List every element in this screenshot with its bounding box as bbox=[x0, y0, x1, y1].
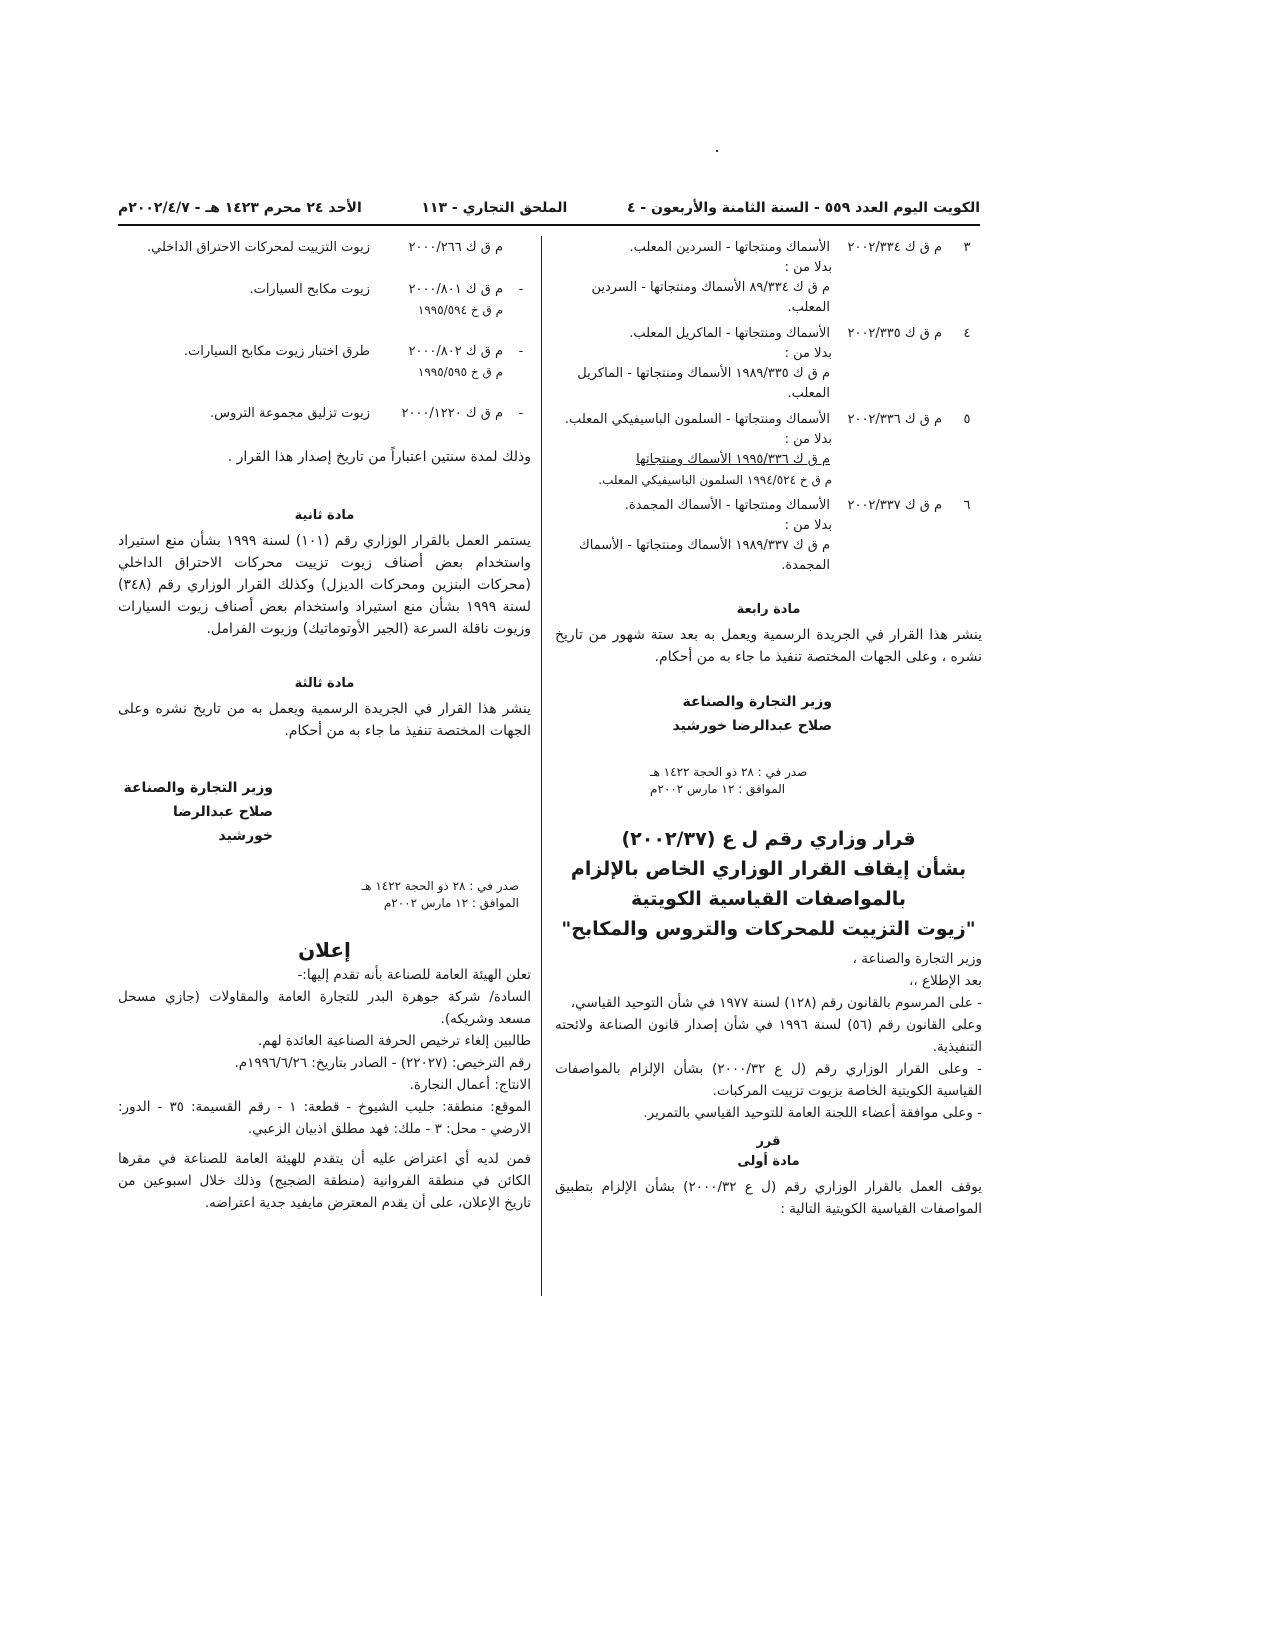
entry-old-code: م ق ك ٨٩/٣٣٤ الأسماك ومنتجاتها - السردين المعلب. bbox=[591, 280, 830, 315]
entry-code-kuwait: م ق ك ٢٠٠٠/١٢٢٠ bbox=[401, 406, 503, 421]
entry-body bbox=[555, 238, 832, 318]
entry-code bbox=[378, 280, 503, 320]
entry-old-code: م ق ك ١٩٨٩/٣٣٥ الأسماك ومنتجاتها - الماكريل المعلب. bbox=[577, 366, 830, 401]
article4-text: ينشر هذا القرار في الجريدة الرسمية ويعمل به بعد ستة شهور من تاريخ نشره ، وعلى الجهات المختصة تنفيذ ما جاء به من أحكام. bbox=[555, 627, 982, 665]
announcement-title: إعلان bbox=[298, 938, 351, 962]
issued-line: صدر في : ٢٨ ذو الحجة ١٤٢٢ هـ bbox=[361, 879, 519, 893]
preamble-line: وزير التجارة والصناعة ، bbox=[852, 951, 982, 967]
entry-number: ٣ bbox=[963, 240, 971, 255]
minister-title: وزير التجارة والصناعة bbox=[682, 694, 832, 710]
scan-speck bbox=[716, 150, 718, 152]
page-header bbox=[118, 196, 980, 220]
instead-of-label: بدلا من : bbox=[784, 346, 832, 361]
preamble-line: - على المرسوم بالقانون رقم (١٢٨) لسنة ١٩٧٧ في شأن التوحيد القياسي، bbox=[570, 995, 982, 1011]
preamble-line: - وعلى القرار الوزاري رقم (ل ع ٢٠٠٠/٣٢) بشأن الإلزام بالمواصفات القياسية الكويتية الخاصة بزيوت تزييت المركبات. bbox=[555, 1061, 982, 1099]
minister-name: صلاح عبدالرضا خورشيد bbox=[172, 804, 273, 844]
instead-of-label: بدلا من : bbox=[784, 260, 832, 275]
entry-text: زيوت التزييت لمحركات الاحتراق الداخلي. bbox=[147, 240, 370, 255]
issue-date-block bbox=[555, 764, 982, 798]
article3-text: ينشر هذا القرار في الجريدة الرسمية ويعمل به من تاريخ نشره وعلى الجهات المختصة تنفيذ ما جاء به من أحكام. bbox=[118, 701, 531, 739]
left-column bbox=[118, 238, 531, 1214]
entry-body bbox=[555, 410, 832, 490]
decree-number: قرار وزاري رقم ل ع (٢٠٠٢/٣٧) bbox=[621, 828, 916, 850]
entry-code bbox=[378, 404, 503, 424]
standard-entry bbox=[118, 404, 531, 424]
entry-title: الأسماك ومنتجاتها - الماكريل المعلب. bbox=[629, 326, 830, 341]
decided-heading: قرر bbox=[756, 1134, 781, 1149]
minister-name: صلاح عبدالرضا خورشيد bbox=[672, 718, 832, 734]
entry-body bbox=[555, 324, 832, 404]
issued-line: صدر في : ٢٨ ذو الحجة ١٤٢٢ هـ bbox=[650, 765, 808, 779]
minister-signature bbox=[555, 690, 982, 738]
standard-entry bbox=[118, 280, 531, 320]
entry-code-kuwait: م ق ك ٢٠٠٠/٨٠٢ bbox=[408, 344, 503, 359]
standard-entry bbox=[555, 324, 982, 404]
decree-subject-2: بالمواصفات القياسية الكويتية bbox=[630, 888, 906, 910]
announcement-line: رقم الترخيص: (٢٢٠٢٧) - الصادر بتاريخ: ١٩٩٦/٦/٢٦م. bbox=[234, 1055, 531, 1071]
validity-statement: وذلك لمدة سنتين اعتباراً من تاريخ إصدار هذا القرار . bbox=[227, 449, 531, 465]
header-issue-info: الكويت اليوم العدد ٥٥٩ - السنة الثامنة والأربعون - ٤ bbox=[626, 200, 980, 216]
entry-old-code-gulf: م ق خ ١٩٩٤/٥٢٤ السلمون الباسيفيكي المعلب. bbox=[598, 473, 832, 487]
preamble-line: - وعلى موافقة أعضاء اللجنة العامة للتوحيد القياسي بالتمرير. bbox=[643, 1105, 982, 1121]
standard-entry bbox=[555, 238, 982, 318]
column-divider bbox=[541, 236, 542, 1296]
header-rule bbox=[118, 224, 980, 226]
entry-code bbox=[378, 342, 503, 382]
announcement-line: الموقع: منطقة: جليب الشيوخ - قطعة: ١ - رقم القسيمة: ٣٥ - الدور: الارضي - محل: ٣ - ملك: فهد مطلق اذبيان الزعبي. bbox=[118, 1099, 531, 1137]
entry-code bbox=[378, 238, 503, 258]
article2-text: يستمر العمل بالقرار الوزاري رقم (١٠١) لسنة ١٩٩٩ بشأن منع استيراد واستخدام بعض أصناف زيوت تزييت محركات الاحتراق الداخلي (محركات البنزين ومحركات الديزل) وكذلك القرار الوزاري رقم (٣٤٨) لسنة ١٩٩٩ بشأن منع استيراد واستخدام بعض أصناف زيوت السيارات وزيوت ناقلة السرعة (الجير الأوتوماتيك) وزيوت الفرامل. bbox=[118, 533, 531, 637]
preamble-line: وعلى القانون رقم (٥٦) لسنة ١٩٩٦ في شأن إصدار قانون الصناعة ولائحته التنفيذية. bbox=[555, 1017, 982, 1055]
article1-text: يوقف العمل بالقرار الوزاري رقم (ل ع ٢٠٠٠/٣٢) بشأن الإلزام بتطبيق المواصفات القياسية الكويتية التالية : bbox=[555, 1179, 982, 1217]
entry-code-kuwait: م ق ك ٢٠٠٠/٢٦٦ bbox=[408, 240, 503, 255]
entry-title: الأسماك ومنتجاتها - السردين المعلب. bbox=[629, 240, 830, 255]
decree-subject-1: بشأن إيقاف القرار الوزاري الخاص بالإلزام bbox=[570, 858, 967, 880]
issue-date-block bbox=[118, 878, 531, 912]
corresponding-line: الموافق : ١٢ مارس ٢٠٠٢م bbox=[650, 782, 786, 796]
standard-entry bbox=[555, 410, 982, 490]
minister-signature bbox=[118, 776, 531, 848]
entry-body bbox=[555, 496, 832, 576]
announcement-line: تعلن الهيئة العامة للصناعة بأنه تقدم إليها:- bbox=[297, 967, 531, 983]
entry-code: م ق ك ٢٠٠٢/٣٣٤ bbox=[847, 240, 942, 255]
entry-title: الأسماك ومنتجاتها - الأسماك المجمدة. bbox=[624, 498, 830, 513]
entry-number: ٦ bbox=[963, 498, 971, 513]
announcement-line: السادة/ شركة جوهرة البدر للتجارة العامة والمقاولات (جازي مسحل مسعد وشريكه). bbox=[118, 989, 531, 1027]
entry-old-code: م ق ك ١٩٩٥/٣٣٦ الأسماك ومنتجاتها bbox=[636, 452, 830, 467]
minister-title: وزير التجارة والصناعة bbox=[123, 780, 273, 796]
entry-number: ٥ bbox=[963, 412, 971, 427]
entry-code-kuwait: م ق ك ٢٠٠٠/٨٠١ bbox=[408, 282, 503, 297]
article2-heading: مادة ثانية bbox=[294, 508, 355, 523]
announcement-line: فمن لديه أي اعتراض عليه أن يتقدم للهيئة العامة للصناعة في مقرها الكائن في منطقة الفروانية (منطقة الضجيج) وذلك خلال اسبوعين من تاريخ الإعلان، على أن يقدم المعترض مايفيد جدية اعتراضه. bbox=[118, 1151, 531, 1211]
entry-code: م ق ك ٢٠٠٢/٣٣٥ bbox=[847, 326, 942, 341]
instead-of-label: بدلا من : bbox=[784, 518, 832, 533]
standard-entry bbox=[555, 496, 982, 576]
preamble-line: بعد الإطلاع ،، bbox=[909, 973, 982, 989]
entry-dash: - bbox=[518, 282, 524, 297]
entry-text: طرق اختبار زيوت مكابح السيارات. bbox=[183, 344, 370, 359]
article1-heading: مادة أولى bbox=[737, 1154, 800, 1169]
announcement-line: الانتاج: أعمال النجارة. bbox=[409, 1077, 531, 1093]
entry-dash bbox=[511, 238, 531, 258]
entry-number: ٤ bbox=[963, 326, 971, 341]
entry-code: م ق ك ٢٠٠٢/٣٣٦ bbox=[847, 412, 942, 427]
standard-entry bbox=[118, 238, 531, 258]
entry-code: م ق ك ٢٠٠٢/٣٣٧ bbox=[847, 498, 942, 513]
article3-heading: مادة ثالثة bbox=[294, 676, 355, 691]
instead-of-label: بدلا من : bbox=[784, 432, 832, 447]
entry-old-code: م ق ك ١٩٨٩/٣٣٧ الأسماك ومنتجاتها - الأسماك المجمدة. bbox=[579, 538, 830, 573]
right-column bbox=[555, 238, 982, 1220]
preamble bbox=[555, 948, 982, 1124]
article4-heading: مادة رابعة bbox=[736, 602, 801, 617]
header-supplement-page: الملحق التجاري - ١١٣ bbox=[421, 200, 568, 216]
entry-text: زيوت مكابح السيارات. bbox=[249, 282, 370, 297]
announcement-body bbox=[118, 964, 531, 1214]
entry-title: الأسماك ومنتجاتها - السلمون الباسيفيكي المعلب. bbox=[564, 412, 830, 427]
decree-title-block bbox=[555, 824, 982, 944]
corresponding-line: الموافق : ١٢ مارس ٢٠٠٢م bbox=[383, 896, 519, 910]
header-date: الأحد ٢٤ محرم ١٤٢٣ هـ - ٢٠٠٢/٤/٧م bbox=[118, 200, 362, 216]
entry-text: زيوت تزليق مجموعة التروس. bbox=[209, 406, 370, 421]
entry-dash: - bbox=[518, 344, 524, 359]
standard-entry bbox=[118, 342, 531, 382]
entry-code-gulf: م ق خ ١٩٩٥/٥٩٥ bbox=[417, 365, 503, 379]
entry-dash: - bbox=[518, 406, 524, 421]
entry-code-gulf: م ق خ ١٩٩٥/٥٩٤ bbox=[417, 303, 503, 317]
decree-subject-3: "زيوت التزييت للمحركات والتروس والمكابح" bbox=[561, 918, 976, 940]
announcement-line: طالبين إلغاء ترخيص الحرفة الصناعية العائدة لهم. bbox=[257, 1033, 531, 1049]
